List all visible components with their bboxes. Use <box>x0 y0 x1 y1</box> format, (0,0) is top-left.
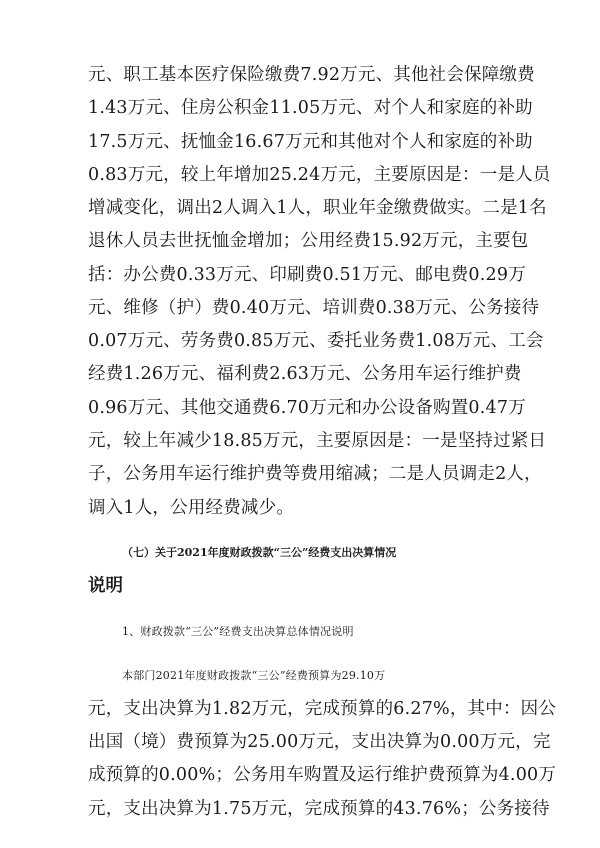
subheading: 1、财政拨款“三公”经费支出决算总体情况说明 <box>122 624 354 638</box>
para2-line-2: 元，支出决算为1.82万元，完成预算的6.27%，其中：因公 <box>88 698 557 719</box>
para2-line-3: 出国（境）费预算为25.00万元，支出决算为0.00万元，完 <box>88 732 551 753</box>
body-line-13: 子，公务用车运行维护费等费用缩减；二是人员调走2人， <box>88 464 542 485</box>
body-line-12: 元，较上年减少18.85万元，主要原因是：一是坚持过紧日 <box>88 430 547 451</box>
para2-line-4: 成预算的0.00%；公务用车购置及运行维护费预算为4.00万 <box>88 765 557 786</box>
body-line-8: 元、维修（护）费0.40万元、培训费0.38万元、公务接待 <box>88 297 540 318</box>
body-line-5: 增减变化，调出2人调入1人，职业年金缴费做实。二是1名 <box>88 198 547 219</box>
body-line-14: 调入1人，公用经费减少。 <box>88 497 295 518</box>
body-line-9: 0.07万元、劳务费0.85万元、委托业务费1.08万元、工会 <box>88 331 544 352</box>
para2-line-5: 元，支出决算为1.75万元，完成预算的43.76%；公务接待 <box>88 798 550 819</box>
body-line-3: 17.5万元、抚恤金16.67万元和其他对个人和家庭的补助 <box>88 131 533 152</box>
body-line-10: 经费1.26万元、福利费2.63万元、公务用车运行维护费 <box>88 364 522 385</box>
body-line-7: 括：办公费0.33万元、印刷费0.51万元、邮电费0.29万 <box>88 264 526 285</box>
body-line-2: 1.43万元、住房公积金11.05万元、对个人和家庭的补助 <box>88 98 533 119</box>
body-line-4: 0.83万元，较上年增加25.24万元，主要原因是：一是人员 <box>88 164 551 185</box>
para2-line-1: 本部门2021年度财政拨款“三公”经费预算为29.10万 <box>122 668 386 682</box>
body-line-6: 退休人员去世抚恤金增加；公用经费15.92万元，主要包 <box>88 231 529 252</box>
section-heading: （七）关于2021年度财政拨款“三公”经费支出决算情况 <box>122 546 397 560</box>
section-heading-continued: 说明 <box>88 576 123 597</box>
body-line-11: 0.96万元、其他交通费6.70万元和办公设备购置0.47万 <box>88 397 526 418</box>
body-line-1: 元、职工基本医疗保险缴费7.92万元、其他社会保障缴费 <box>88 65 535 85</box>
